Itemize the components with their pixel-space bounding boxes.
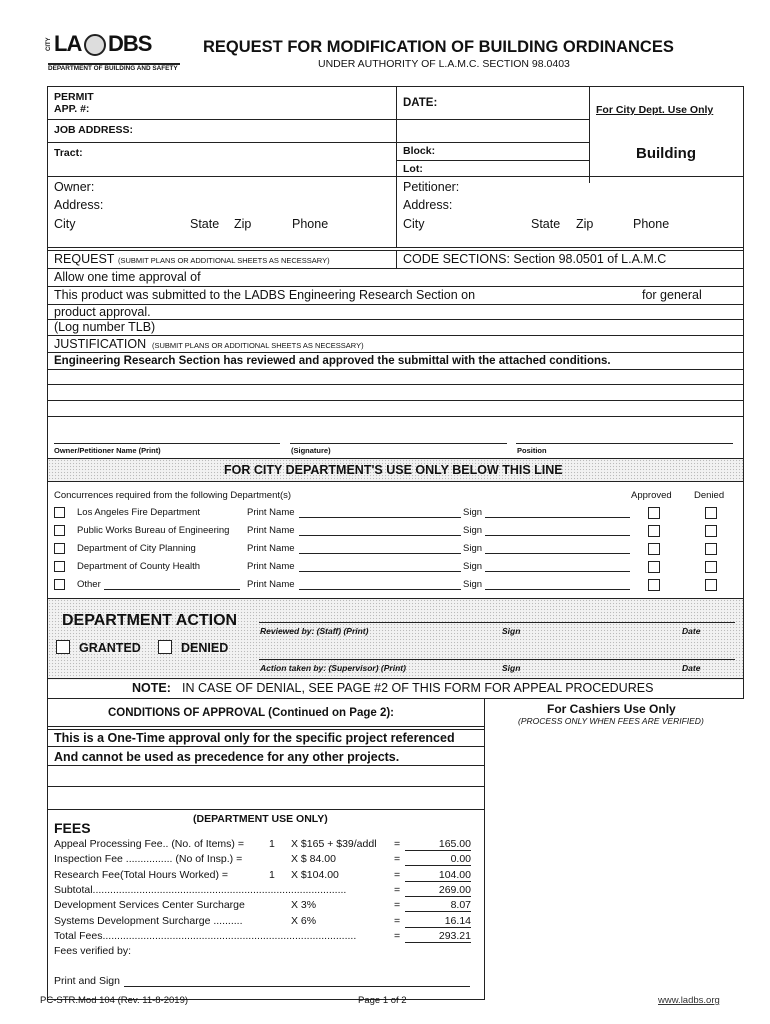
concurrence-department: Other	[77, 579, 101, 590]
fee-row-rate: X $165 + $39/addl	[291, 838, 377, 850]
concurrence-department: Los Angeles Fire Department	[77, 507, 201, 518]
denied-header: Denied	[694, 490, 725, 501]
request-label: REQUEST	[54, 252, 115, 266]
fees-verified-label: Fees verified by:	[54, 945, 132, 957]
print-sign-label: Print and Sign	[54, 975, 120, 987]
request-line-4: (Log number TLB)	[54, 320, 156, 334]
fee-row-rate: X $ 84.00	[291, 853, 336, 866]
note-label: NOTE:	[132, 681, 171, 695]
fee-row-label: Subtotal.......................................................................................	[54, 883, 347, 896]
print-name-label: Print Name	[247, 543, 295, 554]
approved-checkbox[interactable]	[648, 561, 660, 573]
petitioner-zip-label: Zip	[576, 217, 594, 231]
concurrence-checkbox[interactable]	[54, 579, 65, 590]
reviewed-sign-caption: Sign	[502, 626, 521, 636]
print-name-label: Print Name	[247, 579, 295, 590]
job-address-label: JOB ADDRESS:	[54, 124, 133, 136]
fees-dept-use: (DEPARTMENT USE ONLY)	[193, 813, 328, 825]
fee-row-rate: X 6%	[291, 914, 317, 927]
concurrence-header: Concurrences required from the following Department(s)	[54, 490, 292, 501]
denied-label: DENIED	[181, 641, 229, 655]
sign-label: Sign	[463, 507, 483, 518]
fee-row-label: Appeal Processing Fee.. (No. of Items) =	[54, 838, 244, 850]
city-seal-icon	[84, 34, 106, 56]
concurrence-department: Department of City Planning	[77, 543, 196, 554]
concurrence-checkbox[interactable]	[54, 525, 65, 536]
fee-row-equals: =	[394, 929, 401, 942]
approved-checkbox[interactable]	[648, 525, 660, 537]
petitioner-address-label: Address:	[403, 198, 453, 212]
ladbs-logo	[46, 33, 182, 79]
fee-row-label: Systems Development Surcharge ..........	[54, 914, 243, 927]
owner-city-label: City	[54, 217, 76, 231]
taken-date-caption: Date	[682, 663, 701, 673]
petitioner-label: Petitioner:	[403, 180, 460, 194]
denied-checkbox[interactable]	[705, 561, 717, 573]
owner-label: Owner:	[54, 180, 95, 194]
date-label: DATE:	[403, 97, 438, 109]
print-name-label: Print Name	[247, 507, 295, 518]
denied-checkbox[interactable]	[705, 507, 717, 519]
fee-row-label: Development Services Center Surcharge	[54, 899, 245, 912]
fee-row-equals: =	[394, 853, 401, 866]
cashier-note: (PROCESS ONLY WHEN FEES ARE VERIFIED)	[518, 716, 704, 726]
concurrence-department: Department of County Health	[77, 561, 201, 572]
fees-title: FEES	[54, 820, 91, 836]
app-number-label: APP. #:	[54, 103, 90, 115]
print-name-label: Print Name	[247, 561, 295, 572]
logo-dbs: DBS	[108, 31, 152, 56]
sign-label: Sign	[463, 543, 483, 554]
fee-row-amount: 8.07	[450, 899, 471, 912]
fee-row-equals: =	[394, 899, 401, 912]
request-line-3: product approval.	[54, 305, 151, 319]
conditions-line-2: And cannot be used as precedence for any other projects.	[54, 750, 400, 764]
denied-checkbox[interactable]	[705, 543, 717, 555]
granted-label: GRANTED	[79, 641, 141, 655]
department-action-title: DEPARTMENT ACTION	[62, 612, 238, 629]
concurrence-department: Public Works Bureau of Engineering	[77, 525, 230, 536]
petitioner-city-label: City	[403, 217, 425, 231]
fee-row-amount: 293.21	[438, 929, 471, 942]
request-line-2: This product was submitted to the LADBS Engineering Research Section on	[54, 288, 476, 302]
code-sections: CODE SECTIONS: Section 98.0501 of L.A.M.C	[403, 252, 667, 266]
justification-note: (SUBMIT PLANS OR ADDITIONAL SHEETS AS NECESSARY)	[152, 341, 364, 350]
footer-url[interactable]: www.ladbs.org	[658, 995, 720, 1006]
block-label: Block:	[403, 145, 436, 157]
sign-label: Sign	[463, 579, 483, 590]
print-name-label: Print Name	[247, 525, 295, 536]
logo-city: CITY	[46, 37, 52, 51]
justification-text: Engineering Research Section has reviewed and approved the submittal with the attached conditions.	[54, 355, 611, 367]
denied-checkbox[interactable]	[705, 525, 717, 537]
approved-checkbox[interactable]	[648, 579, 660, 591]
fee-row-label: Inspection Fee ................ (No of Insp.) =	[54, 853, 243, 866]
fee-row-amount: 16.14	[444, 914, 471, 927]
owner-phone-label: Phone	[292, 217, 329, 231]
concurrence-checkbox[interactable]	[54, 543, 65, 554]
sign-label: Sign	[463, 525, 483, 536]
taken-sign-caption: Sign	[502, 663, 521, 673]
fee-row-qty: 1	[269, 868, 275, 881]
fee-row-amount: 269.00	[438, 883, 471, 896]
logo-la: LA	[54, 31, 82, 56]
page-subtitle: UNDER AUTHORITY OF L.A.M.C. SECTION 98.0403	[318, 58, 570, 70]
fee-row-amount: 0.00	[450, 853, 471, 866]
concurrence-checkbox[interactable]	[54, 561, 65, 572]
page-title: REQUEST FOR MODIFICATION OF BUILDING ORDINANCES	[203, 38, 674, 56]
owner-state-label: State	[190, 217, 220, 231]
fee-row-equals: =	[394, 914, 401, 927]
fee-row-equals: =	[394, 868, 401, 881]
justification-label: JUSTIFICATION	[54, 337, 147, 351]
building-label: Building	[636, 145, 696, 162]
permit-label: PERMIT	[54, 91, 94, 103]
tract-label: Tract:	[54, 147, 83, 159]
signature-name-caption: Owner/Petitioner Name (Print)	[54, 446, 161, 455]
fee-row-rate: X 3%	[291, 899, 317, 912]
fee-row-label: Total Fees.......................................................................................	[54, 929, 357, 942]
approved-checkbox[interactable]	[648, 507, 660, 519]
fee-row-label: Research Fee(Total Hours Worked) =	[54, 868, 228, 881]
signature-signature-caption: (Signature)	[291, 446, 331, 455]
petitioner-state-label: State	[531, 217, 561, 231]
request-note: (SUBMIT PLANS OR ADDITIONAL SHEETS AS NECESSARY)	[118, 256, 330, 265]
request-line-2-end: for general	[642, 288, 702, 302]
note-text: IN CASE OF DENIAL, SEE PAGE #2 OF THIS FORM FOR APPEAL PROCEDURES	[182, 681, 654, 695]
reviewed-caption: Reviewed by: (Staff) (Print)	[260, 626, 369, 636]
fee-row-amount: 104.00	[438, 868, 471, 881]
concurrence-checkbox[interactable]	[54, 507, 65, 518]
cashier-title: For Cashiers Use Only	[547, 702, 676, 716]
footer-page: Page 1 of 2	[358, 995, 407, 1006]
owner-zip-label: Zip	[234, 217, 252, 231]
fee-row-equals: =	[394, 883, 401, 896]
request-line-1: Allow one time approval of	[54, 270, 201, 284]
petitioner-phone-label: Phone	[633, 217, 670, 231]
approved-checkbox[interactable]	[648, 543, 660, 555]
city-use-heading: FOR CITY DEPARTMENT'S USE ONLY BELOW THIS LINE	[224, 463, 563, 477]
fee-row-qty: 1	[269, 838, 275, 850]
lot-label: Lot:	[403, 163, 423, 175]
taken-caption: Action taken by: (Supervisor) (Print)	[260, 663, 406, 673]
fee-row-equals: =	[394, 838, 401, 850]
approved-header: Approved	[631, 490, 672, 501]
city-use-label: For City Dept. Use Only	[596, 104, 714, 116]
signature-position-caption: Position	[517, 446, 547, 455]
logo-dept: DEPARTMENT OF BUILDING AND SAFETY	[48, 65, 178, 72]
conditions-title: CONDITIONS OF APPROVAL (Continued on Page 2):	[108, 707, 395, 719]
fee-row-amount: 165.00	[438, 838, 471, 850]
sign-label: Sign	[463, 561, 483, 572]
owner-address-label: Address:	[54, 198, 104, 212]
conditions-line-1: This is a One-Time approval only for the specific project referenced	[54, 731, 455, 745]
granted-checkbox[interactable]	[56, 640, 70, 654]
fee-row-rate: X $104.00	[291, 868, 339, 881]
denied-checkbox[interactable]	[705, 579, 717, 591]
footer-form-number: PC-STR.Mod 104 (Rev. 11-8-2019)	[40, 995, 189, 1006]
reviewed-date-caption: Date	[682, 626, 701, 636]
denied-checkbox[interactable]	[158, 640, 172, 654]
